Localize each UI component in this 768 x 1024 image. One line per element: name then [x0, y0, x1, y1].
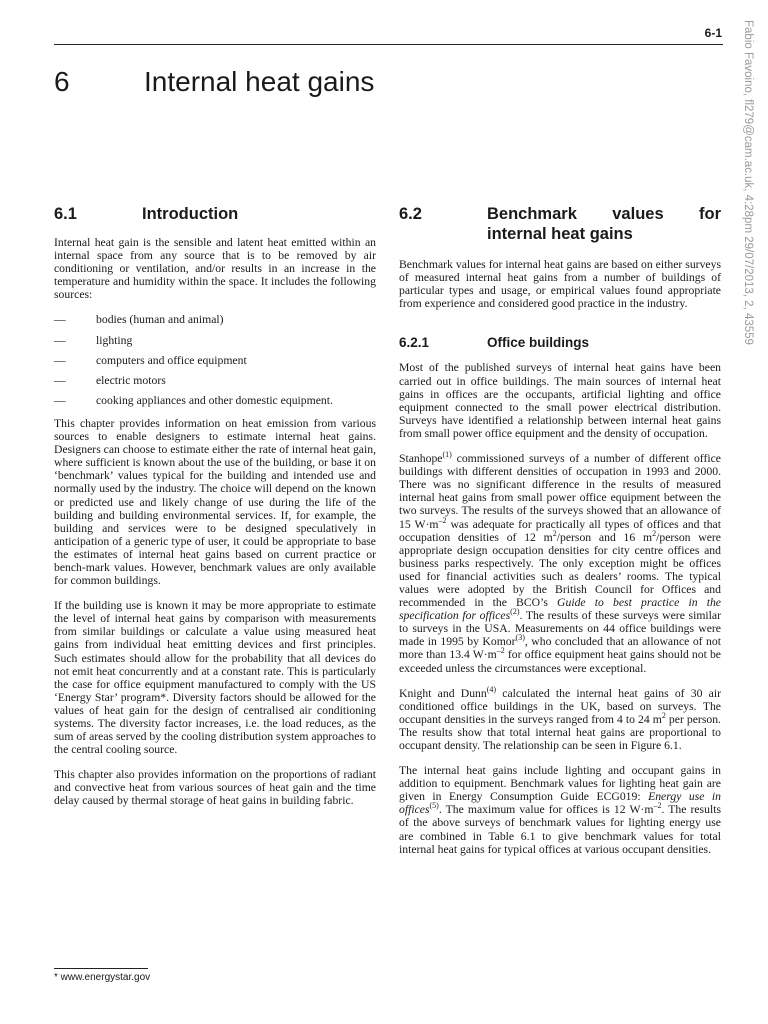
footnote: * www.energystar.gov	[54, 972, 151, 983]
list-item: — computers and office equipment	[54, 353, 247, 367]
paragraph: Benchmark values for internal heat gains are based on either surveys of measured internal heat gains from a number of buildings of particular types and usage, or empirical values found appropriate from experience and considered good practice in the industry.	[399, 258, 721, 311]
chapter-title: Internal heat gains	[144, 66, 375, 97]
section-number: 6.1	[54, 205, 77, 223]
paragraph: Stanhope$^{(1)}$ commissioned surveys of a number of different office buildings with different densities of occupation in 1993 and 2000. There was no significant difference in the results of measured internal heat gains from small power office equipment between the two surveys. The results of the surveys showed that an allowance of 15 $W\cdot m^{-2}$ was adequate for practically all types of offices and that occupation densities of 12 $m^2$/person and 16 $m^2$/person were appropriate design occupation densities for city centre offices and business parks respectively. The only exception might be offices used for financial activities such as dealers’ rooms. The typical values were adopted by the British Council for Offices and recommended in the BCO’s Guide to best practice in the specification for offices$^{(2)}$. The results of these surveys were similar to surveys in the USA. Measurements on 44 office buildings were made in 1995 by Komor$^{(3)}$, who concluded that an allowance of not more than 13.4 $W\cdot m^{-2}$ for office equipment heat gains should not be exceeded unless the circumstances were exceptional.	[399, 450, 721, 675]
right-column	[399, 204, 721, 868]
section-number: 6.2	[399, 205, 422, 223]
paragraph: Most of the published surveys of internal heat gains have been carried out in office buildings. The main sources of internal heat gains in offices are the occupants, artificial lighting and office equipment connected to the small power electrical distribution. Surveys have identified a relationship between internal heat gains from small power office equipment and the density of occupation.	[399, 361, 721, 440]
section-title: Introduction	[142, 205, 239, 223]
left-column	[54, 204, 376, 820]
paragraph: Internal heat gain is the sensible and latent heat emitted within an internal space from any source that is to be removed by air conditioning or ventilation, and/or results in an increase in the temperature and humidity within the space. It includes the following sources:	[54, 236, 376, 302]
section-6-2-1-heading	[399, 336, 721, 349]
paragraph: If the building use is known it may be more appropriate to estimate the level of internal heat gains by comparison with measurements from similar buildings or calculate a value using measured heat gains from individual heat emitting devices and first principles. Such estimates should allow for the probability that all devices do not emit heat concurrently and at a constant rate. This is particularly the case for office equipment manufactured to comply with the US ‘Energy Star’ program*. Diversity factors should be allowed for the values of heat gain for the design of centralised air conditioning systems. The diversity factor increases, i.e. the load reduces, as the sum of areas served by the cooling distribution system approaches to the central cooling source.	[54, 599, 376, 757]
page-number: 6-1	[704, 26, 722, 40]
source-list	[54, 313, 376, 406]
list-item: — bodies (human and animal)	[54, 313, 224, 327]
watermark-text: Fabio Favoino, fl279@cam.ac.uk, 4:28pm 29/07/2013, 2, 43559	[742, 20, 754, 345]
section-title: Benchmark values for internal heat gains	[487, 205, 721, 243]
footnote-rule	[54, 968, 148, 969]
list-item: — lighting	[54, 333, 133, 347]
paragraph: Knight and Dunn$^{(4)}$ calculated the internal heat gains of 30 air conditioned office buildings in the UK, based on surveys. The occupant densities in the surveys ranged from 4 to 24 $m^2$ per person. The results show that total internal heat gains are proportional to occupant density. The relationship can be seen in Figure 6.1.	[399, 684, 722, 752]
chapter-heading	[54, 66, 374, 98]
section-number: 6.2.1	[399, 335, 430, 351]
list-item: — cooking appliances and other domestic equipment.	[54, 393, 333, 407]
paragraph: This chapter provides information on heat emission from various sources to enable designers to estimate internal heat gains. Designers can choose to estimate either the rate of internal heat gain, where sufficient is known about the use of the building, or base it on ‘benchmark’ values typical for the building and intended use and normally used by the industry. The choice will depend on the known or predicted use and likely change of use during the life of the building and building environmental services. If, for example, the building and services were to be designed speculatively in anticipation of a generic type of user, it could be appropriate to base the estimates of internal heat gains based on current practice or bench-mark values. However, benchmark values are only available for common buildings.	[54, 416, 376, 588]
section-6-1-heading	[54, 204, 376, 224]
section-6-2-heading	[399, 204, 721, 244]
watermark	[738, 20, 758, 440]
header-rule	[54, 44, 723, 45]
paragraph: This chapter also provides information on the proportions of radiant and convective heat from various sources of heat gain and the time delay caused by thermal storage of heat gains in building fabric.	[54, 768, 376, 808]
chapter-number: 6	[54, 66, 70, 97]
section-title: Office buildings	[487, 335, 590, 351]
list-item: — electric motors	[54, 373, 166, 387]
paragraph: The internal heat gains include lighting and occupant gains in addition to equipment. Benchmark values for lighting heat gain are given in Energy Consumption Guide ECG019: Energy use in offices$^{(5)}$. The maximum value for offices is 12 $W\cdot m^{-2}$. The results of the above surveys of benchmark values for lighting energy use are combined in Table 6.1 to give benchmark values for total internal heat gains for typical offices at various occupant densities.	[399, 764, 721, 856]
